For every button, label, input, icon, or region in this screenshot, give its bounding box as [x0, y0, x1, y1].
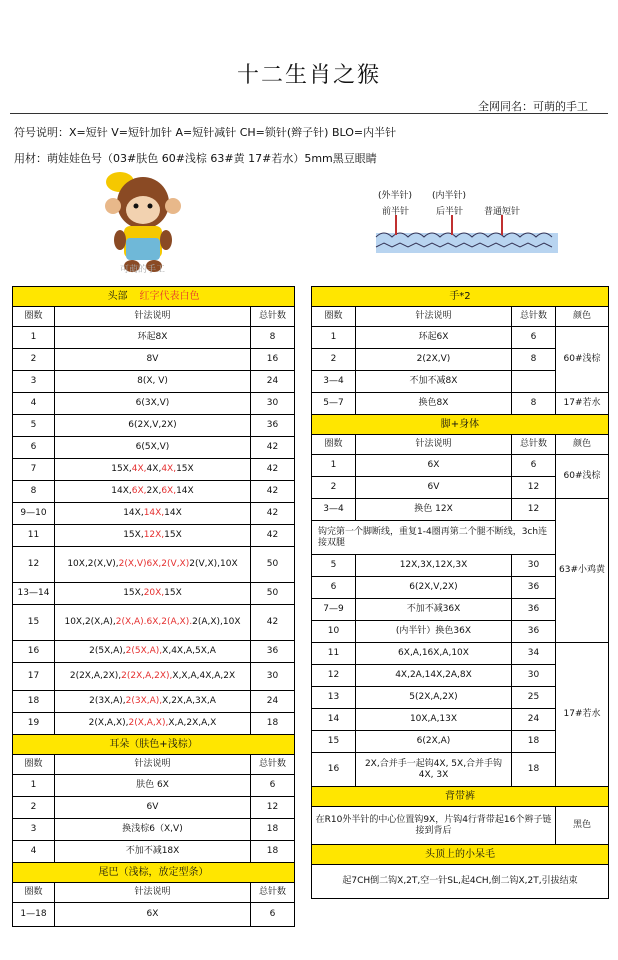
section-title-text: 尾巴（浅棕，放定型条） [98, 867, 209, 878]
doc-title: 十二生肖之猴 [236, 63, 381, 88]
stitch-segment: 8(X, V) [137, 376, 168, 386]
table-row [312, 499, 609, 521]
doc-subtitle: 全网同名：可萌的手工 [478, 100, 588, 113]
section-title [312, 845, 609, 865]
round-number: 7—9 [312, 599, 356, 621]
white-stitch-segment: 4X, [161, 464, 177, 474]
stitch-segment: X,X,A,4X,A,2X [172, 671, 236, 681]
white-stitch-segment: 6X, [161, 486, 177, 496]
stitch-instruction: 6X [55, 903, 251, 927]
stitch-instruction [55, 349, 251, 371]
table-row [13, 641, 295, 663]
section-title-text: 头顶上的小呆毛 [425, 849, 495, 860]
table-row [13, 903, 295, 927]
stitch-segment: 6(2X,V,2X) [128, 420, 177, 430]
round-number: 3 [13, 371, 55, 393]
column-header: 针法说明 [55, 883, 251, 903]
stitch-count: 18 [512, 731, 556, 753]
stitch-segment: 4X, [146, 464, 162, 474]
stitch-instruction: 环起6X [356, 327, 512, 349]
stitch-segment: 10X,2(X,A), [64, 617, 116, 627]
table-row [13, 503, 295, 525]
table-row [13, 775, 295, 797]
round-number: 10 [312, 621, 356, 643]
stitch-segment: 2(5X,A), [89, 646, 126, 656]
stitch-instruction: 不加不减36X [356, 599, 512, 621]
round-number: 1—18 [13, 903, 55, 927]
stitch-segment: 2(2X,A,2X), [69, 671, 122, 681]
round-number: 1 [13, 775, 55, 797]
stitch-instruction [55, 713, 251, 735]
round-number: 13 [312, 687, 356, 709]
left-pattern-table [12, 286, 295, 927]
column-header: 针法说明 [356, 307, 512, 327]
table-row [312, 455, 609, 477]
stitch-segment: 15X [164, 588, 182, 598]
table-row [13, 437, 295, 459]
stitch-count: 8 [251, 327, 295, 349]
round-number: 16 [312, 753, 356, 787]
stitch-instruction [55, 691, 251, 713]
table-row [13, 605, 295, 641]
stitch-instruction: 2(2X,V) [356, 349, 512, 371]
table-row [312, 435, 609, 455]
column-header: 颜色 [556, 435, 609, 455]
table-row [13, 371, 295, 393]
table-row [13, 327, 295, 349]
table-row [312, 327, 609, 349]
section-title-text: 耳朵（肤色+浅棕） [109, 739, 198, 750]
stitch-count: 25 [512, 687, 556, 709]
section-title-text: 背带裤 [445, 791, 475, 802]
diagram-label-front: 前半针 [382, 207, 410, 217]
stitch-count: 12 [251, 797, 295, 819]
section-title [13, 287, 295, 307]
stitch-count: 42 [251, 437, 295, 459]
column-header: 颜色 [556, 307, 609, 327]
table-row [312, 845, 609, 865]
section-title [13, 735, 295, 755]
stitch-instruction: 换浅棕6（X,V) [55, 819, 251, 841]
stitch-instruction [55, 371, 251, 393]
round-number: 8 [13, 481, 55, 503]
section-title-text: 脚+身体 [440, 419, 480, 430]
table-row [13, 583, 295, 605]
table-row [13, 663, 295, 691]
round-number: 2 [13, 797, 55, 819]
stitch-count: 42 [251, 503, 295, 525]
stitch-instruction: 6(2X,V,2X) [356, 577, 512, 599]
stitch-instruction [55, 525, 251, 547]
table-row [13, 841, 295, 863]
stitch-instruction: (内半针）换色36X [356, 621, 512, 643]
round-number: 3—4 [312, 371, 356, 393]
round-number: 14 [312, 709, 356, 731]
stitch-instruction: 换色 12X [356, 499, 512, 521]
stitch-count: 12 [512, 499, 556, 521]
stitch-segment: 14X [164, 508, 182, 518]
column-header: 圈数 [13, 307, 55, 327]
stitch-count: 50 [251, 547, 295, 583]
stitch-segment: 15X, [111, 464, 132, 474]
stitch-instruction: 10X,A,13X [356, 709, 512, 731]
color-cell: 17#若水 [556, 393, 609, 415]
round-number: 19 [13, 713, 55, 735]
white-stitch-segment: 14X, [143, 508, 165, 518]
round-number: 15 [13, 605, 55, 641]
stitch-segment: X,A,2X,A,X [168, 718, 217, 728]
pants-instruction: 在R10外半针的中心位置钩9X，片钩4行背带起16个辫子链接到背后 [312, 807, 556, 845]
column-header: 圈数 [312, 307, 356, 327]
hair-instruction: 起7CH倒二钩X,2T,空一针SL,起4CH,倒二钩X,2T,引拔结束 [312, 865, 609, 899]
color-cell: 63#小鸡黄 [556, 499, 609, 643]
table-row [312, 287, 609, 307]
stitch-count: 42 [251, 525, 295, 547]
white-stitch-segment: 2(X,V)6X,2(V,X) [118, 559, 190, 569]
stitch-count: 8 [512, 349, 556, 371]
stitch-count: 6 [251, 775, 295, 797]
stitch-segment: 2(X,A,X), [88, 718, 129, 728]
stitch-instruction: 5(2X,A,2X) [356, 687, 512, 709]
stitch-count: 8 [512, 393, 556, 415]
stitch-count: 18 [251, 713, 295, 735]
round-number: 15 [312, 731, 356, 753]
table-row [13, 883, 295, 903]
stitch-segment: 6(5X,V) [135, 442, 170, 452]
color-cell: 17#若水 [556, 643, 609, 787]
round-number: 5 [312, 555, 356, 577]
white-stitch-segment: 20X, [143, 588, 165, 598]
stitch-count: 12 [512, 477, 556, 499]
stitch-segment: X,4X,A,5X,A [162, 646, 216, 656]
stitch-instruction [55, 459, 251, 481]
round-number: 17 [13, 663, 55, 691]
stitch-instruction: 6V [356, 477, 512, 499]
stitch-instruction [55, 641, 251, 663]
stitch-instruction [55, 481, 251, 503]
leg-join-note: 钩完第一个脚断线，重复1-4圈再第二个腿不断线，3ch连接双腿 [312, 521, 556, 555]
round-number: 5—7 [312, 393, 356, 415]
color-cell: 黑色 [556, 807, 609, 845]
color-cell: 60#浅棕 [556, 455, 609, 499]
diagram-label-outer: (外半针) [378, 191, 413, 201]
stitch-instruction: 2X,合并手一起钩4X, 5X,合并手钩4X, 3X [356, 753, 512, 787]
white-stitch-segment: 2(2X,A,2X), [121, 671, 173, 681]
table-row [13, 459, 295, 481]
stitch-instruction: 6X,A,16X,A,10X [356, 643, 512, 665]
round-number: 7 [13, 459, 55, 481]
column-header: 总针数 [251, 883, 295, 903]
stitch-instruction [55, 605, 251, 641]
diagram-label-inner: (内半针) [432, 191, 467, 201]
column-header: 针法说明 [55, 755, 251, 775]
diagram-label-back: 后半针 [436, 207, 464, 217]
stitch-count: 16 [251, 349, 295, 371]
stitch-segment: 环起8X [137, 332, 168, 342]
stitch-count: 36 [251, 415, 295, 437]
column-header: 圈数 [13, 883, 55, 903]
column-header: 针法说明 [55, 307, 251, 327]
stitch-count: 36 [512, 577, 556, 599]
stitch-instruction [55, 327, 251, 349]
stitch-segment: 2(A,X),10X [192, 617, 241, 627]
stitch-count: 42 [251, 605, 295, 641]
round-number: 9—10 [13, 503, 55, 525]
table-row [13, 287, 295, 307]
stitch-segment: 8V [146, 354, 159, 364]
white-stitch-segment: 4X, [131, 464, 147, 474]
round-number: 12 [312, 665, 356, 687]
stitch-count: 36 [251, 641, 295, 663]
section-title-text: 头部 [107, 291, 128, 302]
stitch-instruction [55, 547, 251, 583]
table-row [312, 643, 609, 665]
stitch-instruction [55, 393, 251, 415]
stitch-segment: X,2X,A,3X,A [162, 696, 216, 706]
table-row [13, 691, 295, 713]
stitch-segment: 14X, [123, 508, 144, 518]
stitch-instruction: 肤色 6X [55, 775, 251, 797]
table-row [13, 797, 295, 819]
materials-line: 用材：萌娃娃色号（03#肤色 60#浅棕 63#黄 17#若水）5mm黑豆眼睛 [14, 152, 377, 165]
round-number: 3 [13, 819, 55, 841]
stitch-instruction: 不加不减8X [356, 371, 512, 393]
section-title-text: 手*2 [449, 291, 471, 302]
stitch-instruction: 不加不减18X [55, 841, 251, 863]
table-row [13, 819, 295, 841]
white-stitch-segment: 2(3X,A), [125, 696, 163, 706]
stitch-segment: 15X, [123, 588, 144, 598]
round-number: 6 [312, 577, 356, 599]
stitch-segment: 2(V,X),10X [189, 559, 238, 569]
white-stitch-segment: 2(X,A,X), [128, 718, 169, 728]
round-number: 4 [13, 393, 55, 415]
stitch-segment: 15X [164, 530, 182, 540]
section-title [312, 287, 609, 307]
column-header: 针法说明 [356, 435, 512, 455]
stitch-count: 42 [251, 459, 295, 481]
round-number: 11 [312, 643, 356, 665]
round-number: 2 [312, 477, 356, 499]
stitch-count: 30 [251, 393, 295, 415]
table-row [312, 807, 609, 845]
stitch-instruction: 4X,2A,14X,2A,8X [356, 665, 512, 687]
table-row [13, 547, 295, 583]
divider [10, 113, 608, 114]
round-number: 2 [13, 349, 55, 371]
stitch-count: 24 [251, 691, 295, 713]
stitch-segment: 15X [176, 464, 194, 474]
table-row [13, 735, 295, 755]
stitch-instruction: 6X [356, 455, 512, 477]
stitch-segment: 2X, [146, 486, 162, 496]
column-header: 总针数 [512, 435, 556, 455]
diagram-label-normal: 普通短针 [484, 207, 521, 217]
stitch-segment: 10X,2(X,V), [67, 559, 119, 569]
stitch-segment: 2(3X,A), [89, 696, 126, 706]
stitch-count [512, 371, 556, 393]
table-row [13, 415, 295, 437]
symbols-legend: 符号说明：X=短针 V=短针加针 A=短针减针 CH=锁针(辫子针) BLO=内半针 [14, 126, 397, 139]
white-stitch-segment: 6X, [131, 486, 147, 496]
stitch-instruction: 6(2X,A) [356, 731, 512, 753]
round-number: 3—4 [312, 499, 356, 521]
stitch-count: 50 [251, 583, 295, 605]
stitch-count: 6 [512, 455, 556, 477]
round-number: 12 [13, 547, 55, 583]
stitch-count: 6 [251, 903, 295, 927]
stitch-count: 18 [512, 753, 556, 787]
stitch-segment: 6(3X,V) [135, 398, 170, 408]
stitch-count: 24 [512, 709, 556, 731]
white-stitch-segment: 12X, [143, 530, 165, 540]
stitch-segment: 15X, [123, 530, 144, 540]
table-row [13, 393, 295, 415]
stitch-instruction [55, 415, 251, 437]
round-number: 16 [13, 641, 55, 663]
table-row [13, 713, 295, 735]
stitch-instruction [55, 583, 251, 605]
stitch-count: 30 [512, 555, 556, 577]
color-cell: 60#浅棕 [556, 327, 609, 393]
photo-watermark: 可萌的手工 [120, 265, 166, 275]
stitch-instruction: 6V [55, 797, 251, 819]
column-header: 总针数 [251, 307, 295, 327]
round-number: 2 [312, 349, 356, 371]
stitch-instruction [55, 663, 251, 691]
white-stitch-segment: 2(5X,A), [125, 646, 163, 656]
stitch-instruction: 12X,3X,12X,3X [356, 555, 512, 577]
table-row [13, 863, 295, 883]
table-row [312, 865, 609, 899]
table-row [13, 349, 295, 371]
stitch-count: 30 [512, 665, 556, 687]
stitch-count: 30 [251, 663, 295, 691]
stitch-count: 18 [251, 819, 295, 841]
round-number: 1 [312, 455, 356, 477]
right-pattern-table [311, 286, 609, 899]
column-header: 总针数 [251, 755, 295, 775]
table-row [13, 481, 295, 503]
table-row [312, 415, 609, 435]
stitch-segment: 14X [176, 486, 194, 496]
stitch-count: 6 [512, 327, 556, 349]
stitch-count: 42 [251, 481, 295, 503]
table-row [312, 787, 609, 807]
table-row [13, 525, 295, 547]
section-title [312, 415, 609, 435]
stitch-segment: 14X, [111, 486, 132, 496]
stitch-count: 24 [251, 371, 295, 393]
column-header: 圈数 [13, 755, 55, 775]
white-stitch-segment: 2(X,A).6X,2(A,X). [115, 617, 193, 627]
round-number: 4 [13, 841, 55, 863]
round-number: 6 [13, 437, 55, 459]
stitch-count: 36 [512, 621, 556, 643]
round-number: 1 [13, 327, 55, 349]
column-header: 总针数 [512, 307, 556, 327]
table-row [312, 307, 609, 327]
table-row [13, 755, 295, 775]
table-row [312, 393, 609, 415]
round-number: 18 [13, 691, 55, 713]
stitch-count: 36 [512, 599, 556, 621]
table-row [13, 307, 295, 327]
stitch-count: 18 [251, 841, 295, 863]
column-header: 圈数 [312, 435, 356, 455]
stitch-instruction [55, 503, 251, 525]
stitch-instruction: 换色8X [356, 393, 512, 415]
round-number: 1 [312, 327, 356, 349]
stitch-count: 34 [512, 643, 556, 665]
section-title [13, 863, 295, 883]
round-number: 13—14 [13, 583, 55, 605]
section-title [312, 787, 609, 807]
round-number: 11 [13, 525, 55, 547]
section-note: 红字代表白色 [139, 291, 200, 302]
stitch-instruction [55, 437, 251, 459]
round-number: 5 [13, 415, 55, 437]
